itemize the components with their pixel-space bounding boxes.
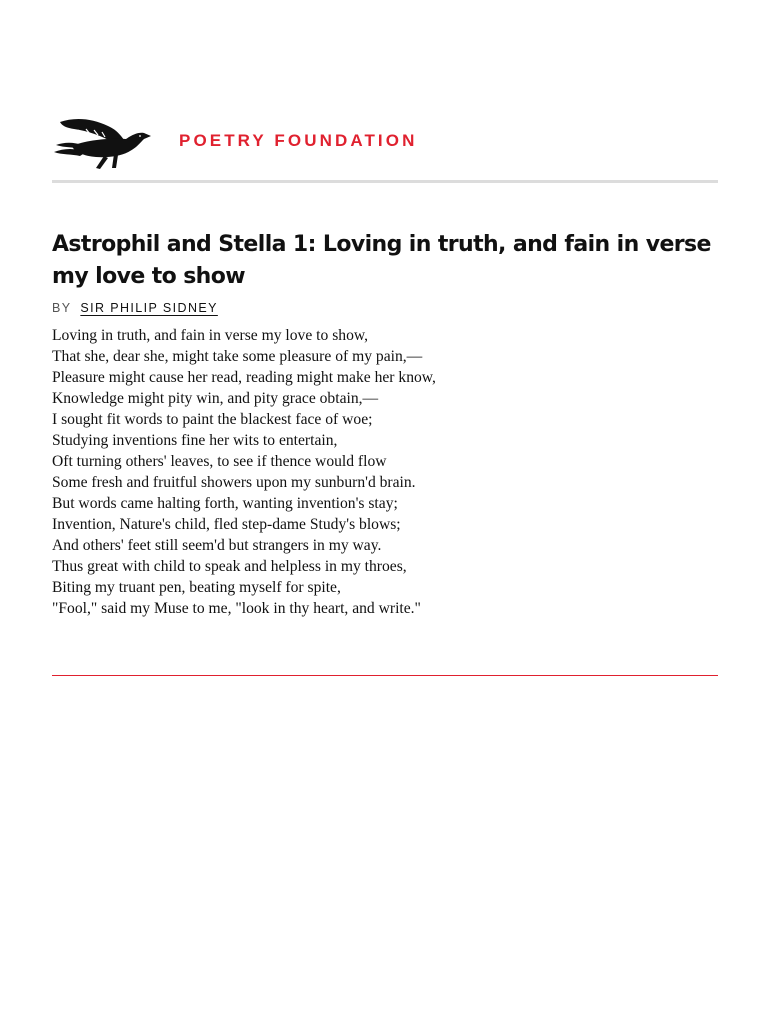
poem-line: Some fresh and fruitful showers upon my sunburn'd brain.	[52, 474, 416, 491]
pegasus-logo-icon[interactable]	[52, 112, 152, 170]
byline	[52, 301, 218, 315]
poem-line: Biting my truant pen, beating myself for spite,	[52, 579, 341, 596]
masthead	[52, 108, 718, 174]
poem-line: But words came halting forth, wanting invention's stay;	[52, 495, 398, 512]
brand-name[interactable]: POETRY FOUNDATION	[179, 131, 418, 150]
footer-divider	[52, 675, 718, 676]
poem-line: Thus great with child to speak and helpless in my throes,	[52, 558, 407, 575]
poem-line: I sought fit words to paint the blackest face of woe;	[52, 411, 373, 428]
poem-line: Knowledge might pity win, and pity grace obtain,—	[52, 390, 379, 407]
poem-title: Astrophil and Stella 1: Loving in truth, and fain in verse my love to show	[52, 232, 711, 289]
poem-body	[52, 325, 718, 619]
poem-line: And others' feet still seem'd but strangers in my way.	[52, 537, 382, 554]
poem-line: Invention, Nature's child, fled step-dame Study's blows;	[52, 516, 401, 533]
poem-line: Pleasure might cause her read, reading might make her know,	[52, 369, 436, 386]
poem-line: Oft turning others' leaves, to see if thence would flow	[52, 453, 387, 470]
poem-line: That she, dear she, might take some pleasure of my pain,—	[52, 348, 423, 365]
poem-line: "Fool," said my Muse to me, "look in thy heart, and write."	[52, 600, 421, 617]
header-divider	[52, 180, 718, 183]
byline-prefix: BY	[52, 301, 72, 315]
author-link[interactable]: SIR PHILIP SIDNEY	[80, 301, 218, 315]
poem-line: Studying inventions fine her wits to entertain,	[52, 432, 338, 449]
poem-line: Loving in truth, and fain in verse my love to show,	[52, 327, 369, 344]
